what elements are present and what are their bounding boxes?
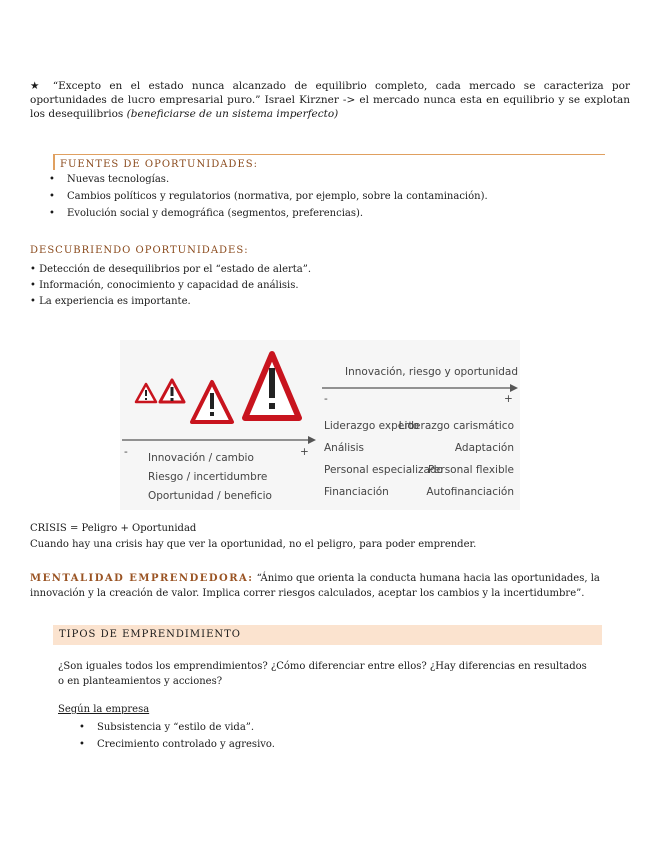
- descubriendo-list: [30, 262, 311, 310]
- mentalidad-text: “Ánimo que orienta la conducta humana hacia las oportunidades, la innovación y la creación de valor. Implica correr riesgos calculados, aceptar los cambios y la incertidumbre”.: [30, 573, 600, 599]
- list-item: • Crecimiento controlado y agresivo.: [77, 736, 275, 753]
- fuentes-heading-box: [53, 154, 605, 170]
- kirzner-quote: [30, 79, 630, 121]
- crisis-block: [30, 521, 476, 553]
- mentalidad-label: MENTALIDAD EMPRENDEDORA:: [30, 573, 254, 584]
- minus-sign: -: [124, 446, 128, 458]
- fuentes-heading: FUENTES DE OPORTUNIDADES:: [60, 159, 258, 170]
- list-item: • Subsistencia y “estilo de vida”.: [77, 719, 275, 736]
- list-item: • Información, conocimiento y capacidad de análisis.: [30, 280, 299, 291]
- right-col2-item: Autofinanciación: [426, 486, 514, 498]
- list-item: • Cambios políticos y regulatorios (normativa, por ejemplo, sobre la contaminación).: [47, 188, 488, 205]
- plus-sign: +: [504, 393, 513, 405]
- right-col1-item: Liderazgo experto: [324, 420, 420, 432]
- right-title: Innovación, riesgo y oportunidad: [345, 366, 519, 378]
- tipos-list: [77, 719, 275, 753]
- warning-icon: [136, 384, 156, 402]
- tipos-heading: TIPOS DE EMPRENDIMIENTO: [59, 629, 241, 640]
- star-icon: ★: [30, 80, 45, 92]
- quote-italic: (beneficiarse de un sistema imperfecto): [126, 108, 339, 120]
- left-label: Oportunidad / beneficio: [148, 490, 272, 502]
- minus-sign: -: [324, 393, 328, 405]
- quote-text: “Excepto en el estado nunca alcanzado de equilibrio completo, cada mercado se caracteriza por oportunidades de lucro empresarial puro.” Israel Kirzner -> el mercado nunca esta en equilibrio y se explotan los desequilibrios: [30, 80, 630, 120]
- fuentes-list: [47, 171, 488, 222]
- list-item: • Evolución social y demográfica (segmentos, preferencias).: [47, 205, 488, 222]
- mentalidad-paragraph: [30, 571, 635, 601]
- left-label: Innovación / cambio: [148, 452, 254, 464]
- crisis-explanation: Cuando hay una crisis hay que ver la oportunidad, no el peligro, para poder emprender.: [30, 539, 477, 550]
- list-item: • La experiencia es importante.: [30, 296, 191, 307]
- list-item: • Detección de desequilibrios por el “estado de alerta”.: [30, 264, 312, 275]
- plus-sign: +: [300, 446, 309, 458]
- segun-empresa-subheading: Según la empresa: [58, 704, 150, 715]
- right-col2-item: Adaptación: [454, 442, 514, 454]
- tipos-heading-box: [53, 625, 602, 645]
- crisis-formula: CRISIS = Peligro + Oportunidad: [30, 523, 197, 534]
- risk-opportunity-figure: [120, 340, 520, 510]
- right-col2-item: Liderazgo carismático: [398, 420, 514, 432]
- right-col1-item: Personal especializado: [324, 464, 444, 476]
- descubriendo-heading: DESCUBRIENDO OPORTUNIDADES:: [30, 245, 249, 256]
- left-label: Riesgo / incertidumbre: [148, 471, 268, 483]
- warning-icon: [245, 354, 299, 418]
- warning-icon: [192, 382, 232, 422]
- right-col1-item: Financiación: [324, 486, 389, 498]
- list-item: • Nuevas tecnologías.: [47, 171, 488, 188]
- right-col1-item: Análisis: [324, 442, 364, 454]
- tipos-questions: ¿Son iguales todos los emprendimientos? ¿Cómo diferenciar entre ellos? ¿Hay diferencias en resultados o en planteamientos y acciones?: [58, 661, 587, 687]
- right-col2-item: Personal flexible: [427, 464, 514, 476]
- warning-icon: [160, 380, 184, 402]
